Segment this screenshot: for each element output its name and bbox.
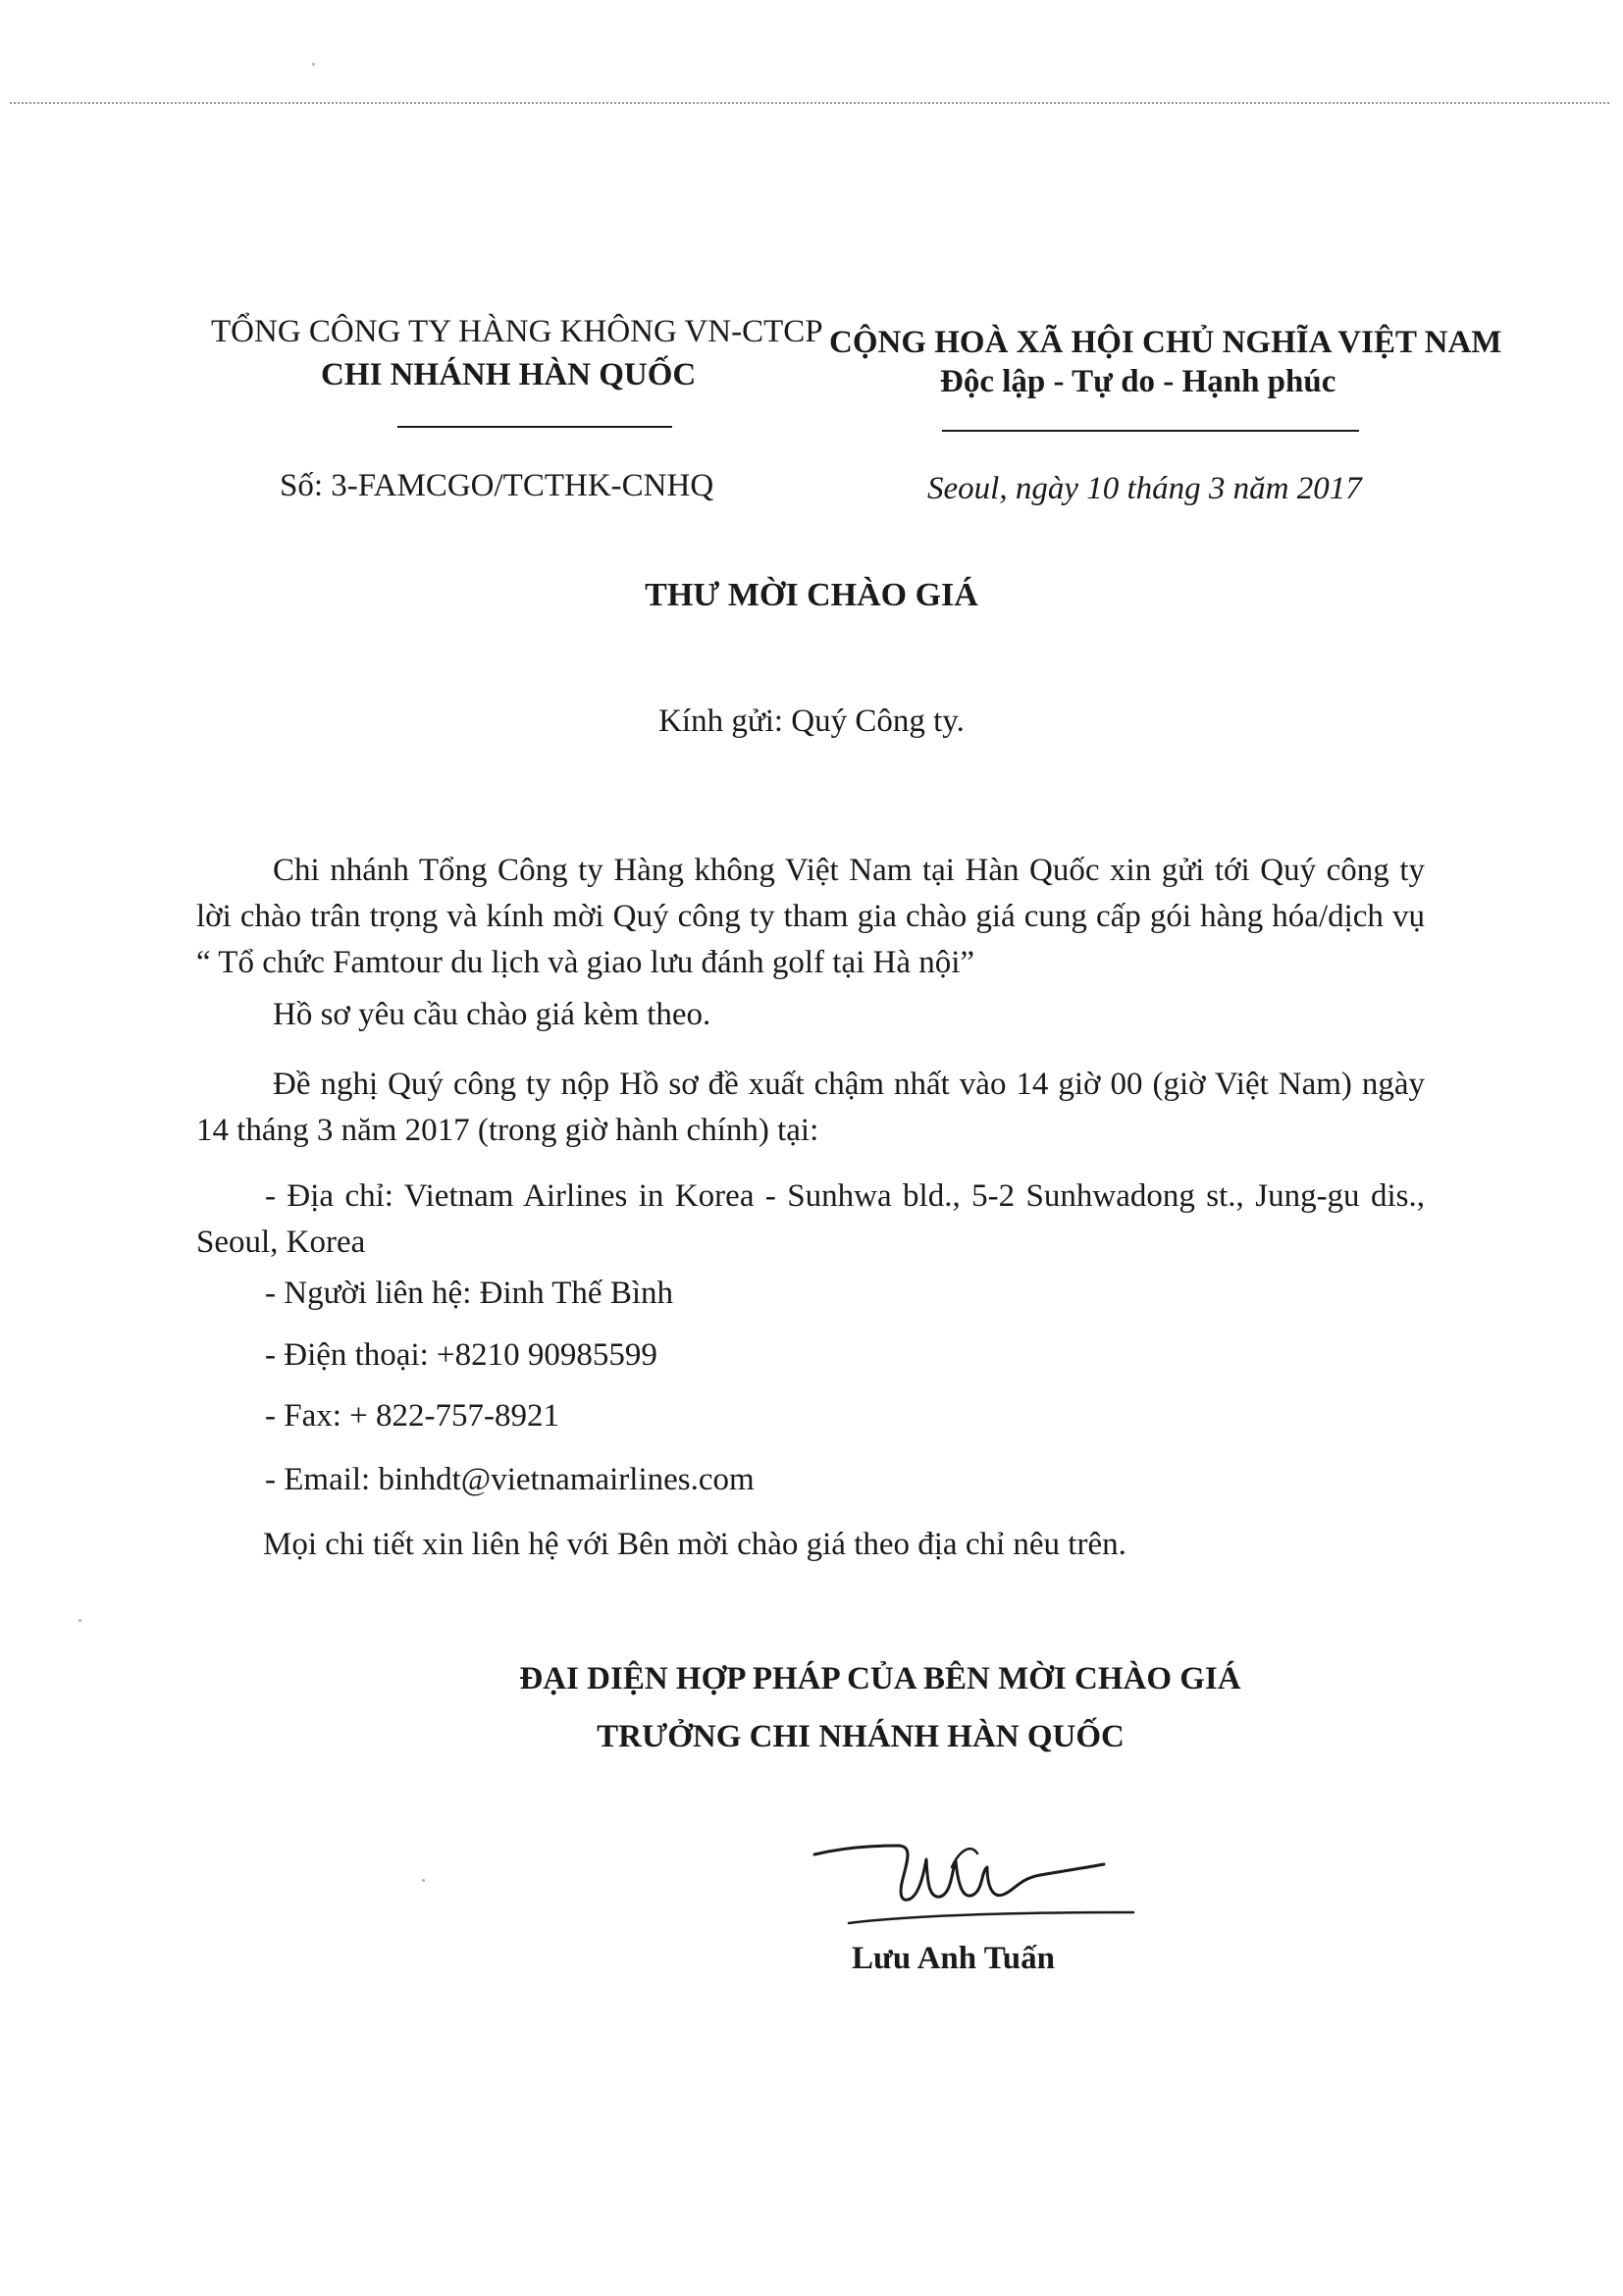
date-line: Seoul, ngày 10 tháng 3 năm 2017 [927,471,1362,506]
national-motto: Độc lập - Tự do - Hạnh phúc [940,364,1336,399]
body-attachment-note: Hồ sơ yêu cầu chào giá kèm theo. [273,997,711,1032]
contact-email: - Email: binhdt@vietnamairlines.com [265,1462,755,1497]
branch-name: CHI NHÁNH HÀN QUỐC [321,357,697,392]
handwritten-signature-icon [805,1810,1138,1938]
body-paragraph-intro: Chi nhánh Tổng Công ty Hàng không Việt Nam tại Hàn Quốc xin gửi tới Quý công ty lời chào trân trọng và kính mời Quý công ty tham gia chào giá cung cấp gói hàng hóa/dịch vụ “ Tổ chức Famtour du lịch và giao lưu đánh golf tại Hà nội” [196,853,1425,980]
scan-border-line [10,102,1609,104]
signature-title-line1: ĐẠI DIỆN HỢP PHÁP CỦA BÊN MỜI CHÀO GIÁ [519,1661,1241,1696]
header-right-rule [942,430,1359,432]
closing-sentence: Mọi chi tiết xin liên hệ với Bên mời chào giá theo địa chỉ nêu trên. [263,1527,1126,1562]
contact-person: - Người liên hệ: Đinh Thế Bình [265,1276,674,1311]
scan-speck [422,1879,425,1882]
document-title: THƯ MỜI CHÀO GIÁ [645,577,978,613]
country-name: CỘNG HOÀ XÃ HỘI CHỦ NGHĨA VIỆT NAM [829,325,1502,360]
signer-name: Lưu Anh Tuấn [852,1941,1055,1976]
body-paragraph-deadline: Đề nghị Quý công ty nộp Hồ sơ đề xuất chậm nhất vào 14 giờ 00 (giờ Việt Nam) ngày 14 tháng 3 năm 2017 (trong giờ hành chính) tại: [196,1067,1425,1148]
contact-fax: - Fax: + 822-757-8921 [265,1398,559,1434]
reference-number: Số: 3-FAMCGO/TCTHK-CNHQ [280,468,714,503]
signature-title-line2: TRƯỞNG CHI NHÁNH HÀN QUỐC [597,1719,1125,1754]
contact-phone: - Điện thoại: +8210 90985599 [265,1337,657,1373]
scan-speck [312,63,315,66]
greeting: Kính gửi: Quý Công ty. [658,704,965,739]
header-left-rule [397,426,672,428]
contact-address: - Địa chỉ: Vietnam Airlines in Korea - Sunhwa bld., 5-2 Sunhwadong st., Jung-gu dis., Seoul, Korea [196,1178,1425,1260]
org-name: TỔNG CÔNG TY HÀNG KHÔNG VN-CTCP [211,314,823,349]
scan-speck [79,1619,81,1622]
